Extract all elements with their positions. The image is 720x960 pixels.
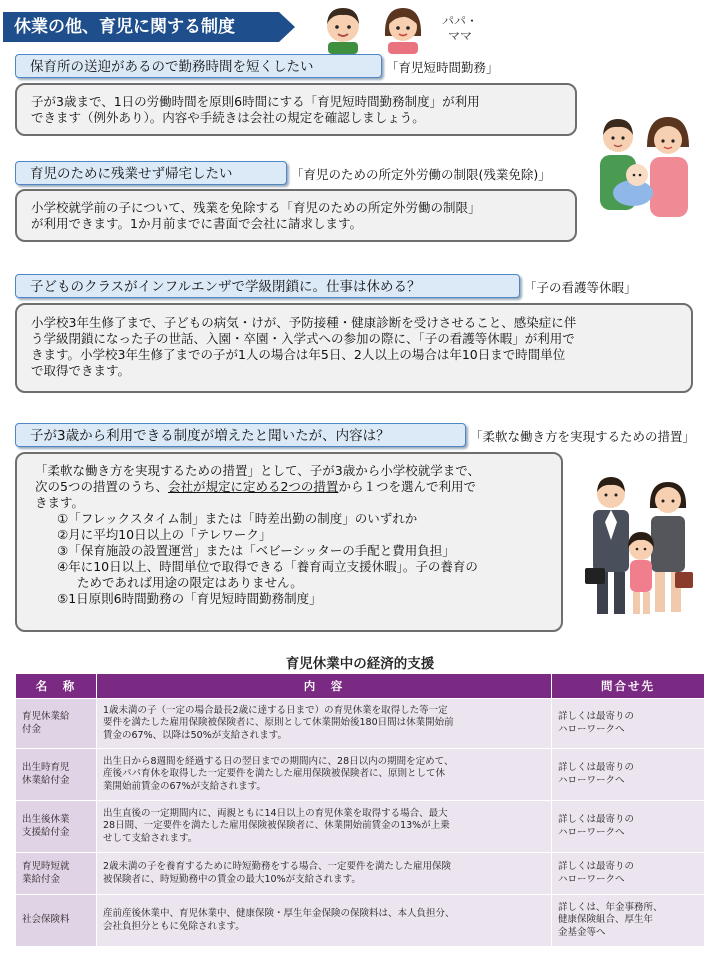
column-header-name: 名 称 xyxy=(16,674,97,699)
measure-item: ②月に平均10日以上の「テレワーク」 xyxy=(57,527,272,542)
measure-item: ④年に10日以上、時間単位で取得できる「養育両立支援休暇」。子の養育の xyxy=(57,559,478,574)
benefit-content: 1歳未満の子（一定の場合最長2歳に達する日まで）の育児休業を取得した等一定 要件を満たした雇用保険被保険者に、原則として休業開始後180日間は休業開始前 賃金の67%、以降は50%が支給されます。 xyxy=(97,699,552,749)
benefit-name: 社会保険料 xyxy=(16,895,97,947)
support-table xyxy=(15,673,705,947)
system-label-1: 「育児短時間勤務」 xyxy=(386,60,499,75)
column-header-content: 内 容 xyxy=(97,674,552,699)
page-title: 休業の他、育児に関する制度 xyxy=(14,17,235,37)
table-row xyxy=(16,699,705,749)
family-with-child-icon xyxy=(583,460,698,620)
system-label-4: 「柔軟な働き方を実現するための措置」 xyxy=(470,429,696,444)
family-with-baby-icon xyxy=(595,105,695,225)
benefit-content: 出生日から8週間を経過する日の翌日までの期間内に、28日以内の期間を定めて、 産後パパ育休を取得した一定要件を満たした雇用保険被保険者に、原則として休 業開始前賃金の67%が支給されます。 xyxy=(97,749,552,801)
question-tab-1: 保育所の送迎があるので勤務時間を短くしたい xyxy=(15,54,382,78)
table-row xyxy=(16,895,705,947)
system-label-3: 「子の看護等休暇」 xyxy=(524,280,637,295)
mama-face-icon xyxy=(378,2,428,54)
benefit-name: 出生後休業 支援給付金 xyxy=(16,801,97,853)
question-tab-3: 子どものクラスがインフルエンザで学級閉鎖に。仕事は休める？ xyxy=(15,274,520,298)
measure-item-continued: ためであれば用途の限定はありません。 xyxy=(77,575,303,590)
benefit-name: 育児休業給 付金 xyxy=(16,699,97,749)
column-header-contact: 問合せ先 xyxy=(552,674,705,699)
measure-item: ③「保育施設の設置運営」または「ベビーシッターの手配と費用負担」 xyxy=(57,543,455,558)
benefit-content: 産前産後休業中、育児休業中、健康保険・厚生年金保険の保険料は、本人負担分、 会社負担分ともに免除されます。 xyxy=(97,895,552,947)
benefit-content: 出生直後の一定期間内に、両親ともに14日以上の育児休業を取得する場合、最大 28日間、一定要件を満たした雇用保険被保険者に、休業開始前賃金の13%が上乗 せして支給されます。 xyxy=(97,801,552,853)
support-table-title: 育児休業中の経済的支援 xyxy=(285,656,435,672)
answer-box-2: 小学校就学前の子について、残業を免除する「育児のための所定外労働の制限」 が利用できます。1か月前までに書面で会社に請求します。 xyxy=(15,189,577,242)
system-label-2: 「育児のための所定外労働の制限(残業免除)」 xyxy=(291,167,551,182)
table-row xyxy=(16,801,705,853)
table-row xyxy=(16,853,705,895)
benefit-contact: 詳しくは最寄りの ハローワークへ xyxy=(552,801,705,853)
answer-box-1: 子が3歳まで、1日の労働時間を原則6時間にする「育児短時間勤務制度」が利用 できます（例外あり）。内容や手続きは会社の規定を確認しましょう。 xyxy=(15,83,577,136)
answer-box-4: 「柔軟な働き方を実現するための措置」として、子が3歳から小学校就学まで、 次の5つの措置のうち、会社が規定に定める2つの措置から１つを選んで利用で きます。 ①「フレックスタイム制」または「時差出勤の制度」のいずれか ②月に平均10日以上の「テレワーク」 ③「保育施設の設置運営」または「ベビーシッターの手配と費用負担」 ④年に10日以上、時間単位で取得できる「養育両立支援休暇」。子の養育の ためであれば用途の限定はありません。 ⑤1日原則6時間勤務の「育児短時間勤務制度」 xyxy=(15,452,563,632)
benefit-content: 2歳未満の子を養育するために時短勤務をする場合、一定要件を満たした雇用保険 被保険者に、時短勤務中の賃金の最大10%が支給されます。 xyxy=(97,853,552,895)
measure-item: ⑤1日原則6時間勤務の「育児短時間勤務制度」 xyxy=(57,591,322,606)
question-tab-2: 育児のために残業せず帰宅したい xyxy=(15,161,287,185)
question-tab-4: 子が3歳から利用できる制度が増えたと聞いたが、内容は？ xyxy=(15,423,466,447)
answer-box-3: 小学校3年生修了まで、子どもの病気・けが、予防接種・健康診断を受けさせること、感染症に伴 う学級閉鎖になった子の世話、入園・卒園・入学式への参加の際に、「子の看護等休暇」が利用で きます。小学校3年生修了までの子が1人の場合は年5日、2人以上の場合は年10日まで時間単位 で取得できます。 xyxy=(15,303,693,393)
papa-mama-label: パパ・ ママ xyxy=(441,14,478,43)
measure-item: ①「フレックスタイム制」または「時差出勤の制度」のいずれか xyxy=(57,511,418,526)
benefit-contact: 詳しくは最寄りの ハローワークへ xyxy=(552,699,705,749)
benefit-contact: 詳しくは、年金事務所、 健康保険組合、厚生年 金基金等へ xyxy=(552,895,705,947)
papa-face-icon xyxy=(318,2,368,54)
benefit-name: 出生時育児 休業給付金 xyxy=(16,749,97,801)
benefit-contact: 詳しくは最寄りの ハローワークへ xyxy=(552,749,705,801)
table-header-row xyxy=(16,674,705,699)
benefit-name: 育児時短就 業給付金 xyxy=(16,853,97,895)
benefit-contact: 詳しくは最寄りの ハローワークへ xyxy=(552,853,705,895)
table-row xyxy=(16,749,705,801)
